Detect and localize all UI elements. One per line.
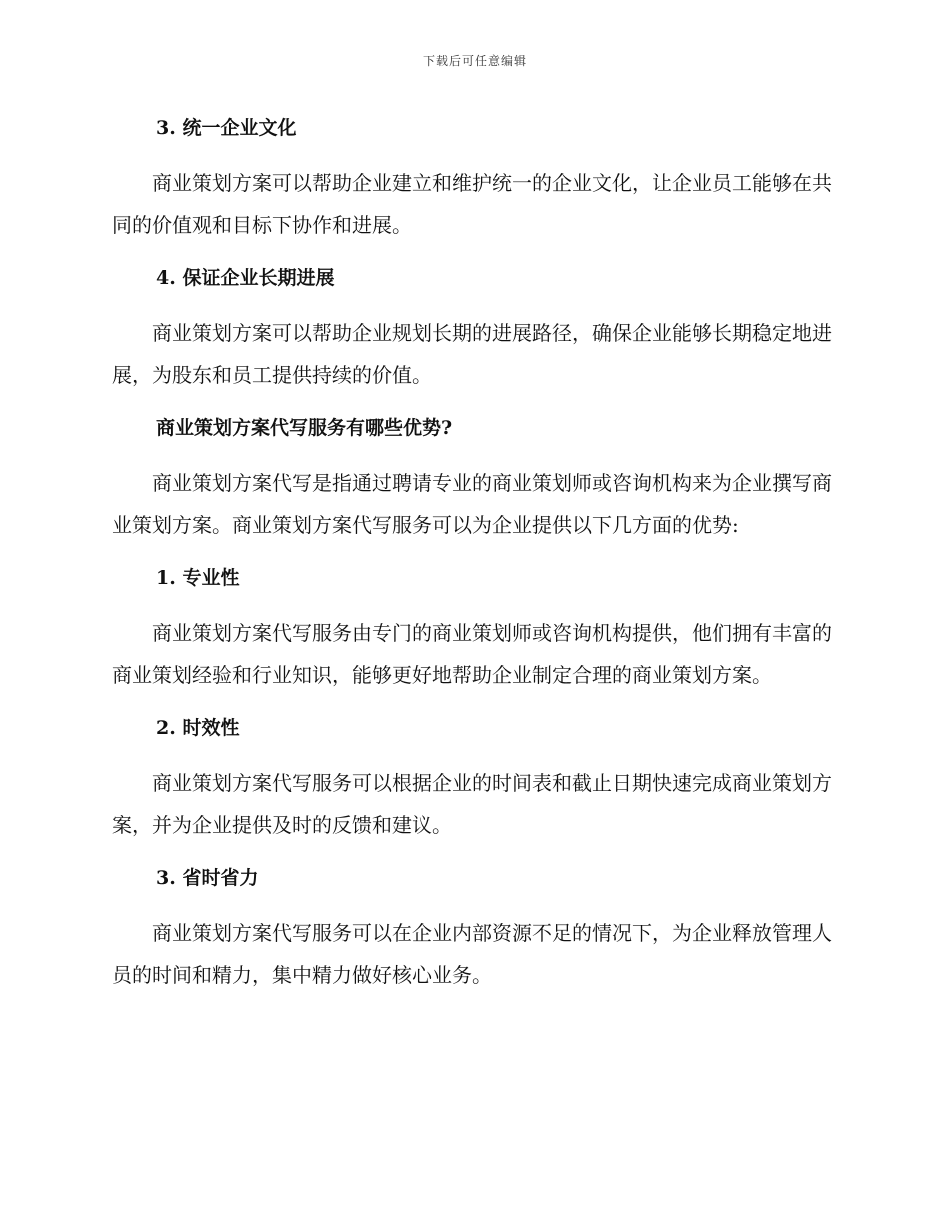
section-paragraph: 商业策划方案代写服务可以根据企业的时间表和截止日期快速完成商业策划方案，并为企业提供及时的反馈和建议。: [112, 771, 832, 837]
section-heading: 3. 省时省力: [156, 867, 259, 889]
section-paragraph: 商业策划方案可以帮助企业规划长期的进展路径，确保企业能够长期稳定地进展，为股东和员工提供持续的价值。: [112, 321, 832, 387]
section-heading: 1. 专业性: [156, 567, 240, 589]
section-heading: 3. 统一企业文化: [156, 117, 297, 139]
section-heading: 2. 时效性: [156, 717, 240, 739]
section-paragraph: 商业策划方案可以帮助企业建立和维护统一的企业文化，让企业员工能够在共同的价值观和目标下协作和进展。: [112, 171, 832, 237]
section-paragraph: 商业策划方案代写服务由专门的商业策划师或咨询机构提供，他们拥有丰富的商业策划经验和行业知识，能够更好地帮助企业制定合理的商业策划方案。: [112, 621, 832, 687]
section-paragraph: 商业策划方案代写服务可以在企业内部资源不足的情况下，为企业释放管理人员的时间和精力，集中精力做好核心业务。: [112, 921, 832, 987]
section-heading: 商业策划方案代写服务有哪些优势?: [156, 417, 453, 439]
section-paragraph: 商业策划方案代写是指通过聘请专业的商业策划师或咨询机构来为企业撰写商业策划方案。商业策划方案代写服务可以为企业提供以下几方面的优势:: [112, 471, 832, 537]
section-heading: 4. 保证企业长期进展: [156, 267, 335, 289]
document-body: [112, 108, 832, 1008]
page-header-note: 下载后可任意编辑: [422, 54, 527, 68]
